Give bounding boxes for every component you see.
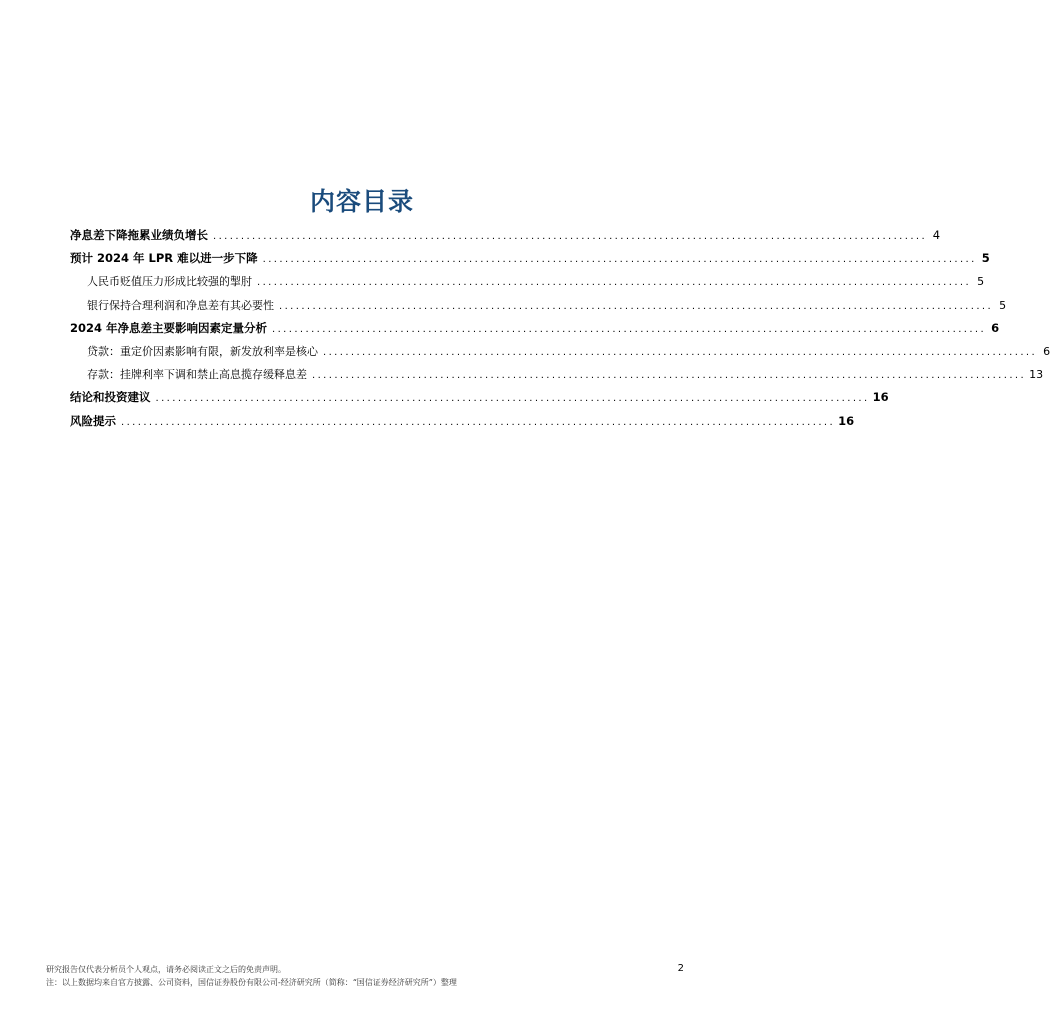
toc-entry-label: 银行保持合理利润和净息差有其必要性 — [87, 298, 274, 312]
toc-leader-dots: ................................................................................................................................ — [262, 254, 977, 266]
page-number: 2 — [677, 963, 684, 974]
disclaimer-note: 研究报告仅代表分析员个人观点，请务必阅读正文之后的免责声明。 — [46, 965, 286, 974]
toc-leader-dots: ................................................................................................................................ — [155, 393, 870, 405]
toc-leader-dots: ................................................................................................................................ — [257, 277, 972, 289]
toc-entry-label: 2024 年净息差主要影响因素定量分析 — [70, 320, 268, 335]
toc-title: 内容目录 — [309, 187, 414, 216]
toc-entry-page: 4 — [932, 228, 941, 242]
toc-entry[interactable] — [70, 363, 1044, 386]
toc-entry-label: 净息差下降拖累业绩负增长 — [70, 228, 208, 242]
toc-entry-page: 5 — [981, 251, 990, 266]
toc-entry-page: 5 — [977, 275, 985, 289]
toc-entry-page: 6 — [1043, 344, 1050, 358]
toc-entry-page: 5 — [999, 298, 1007, 312]
toc-entry-label: 人民币贬值压力形成比较强的掣肘 — [87, 275, 252, 289]
toc-entry-page: 6 — [991, 320, 1000, 335]
toc-entry-label: 风险提示 — [70, 413, 116, 428]
toc-entry-page: 16 — [872, 390, 889, 405]
toc-leader-dots: ................................................................................................................................ — [312, 370, 1027, 382]
toc-entry-label: 结论和投资建议 — [70, 390, 151, 405]
toc-leader-dots: ................................................................................................................................ — [213, 231, 928, 242]
toc-entry[interactable] — [70, 294, 1007, 317]
toc-entry-label: 贷款：重定价因素影响有限，新发放利率是核心 — [87, 344, 318, 358]
toc-entry[interactable] — [70, 386, 889, 409]
toc-entry[interactable] — [70, 224, 941, 247]
table-of-contents — [70, 224, 1050, 433]
toc-entry-page: 13 — [1029, 368, 1044, 382]
toc-entry[interactable] — [70, 410, 855, 433]
toc-entry[interactable] — [70, 317, 1000, 340]
toc-leader-dots: ................................................................................................................................ — [121, 416, 836, 428]
page-footer — [46, 964, 566, 989]
toc-entry-label: 预计 2024 年 LPR 难以进一步下降 — [70, 251, 258, 266]
toc-leader-dots: ................................................................................................................................ — [272, 323, 987, 335]
toc-leader-dots: ................................................................................................................................ — [279, 300, 994, 312]
toc-entry-page: 16 — [838, 413, 855, 428]
toc-entry[interactable] — [70, 247, 990, 270]
toc-entry-label: 存款：挂牌利率下调和禁止高息揽存缓释息差 — [87, 368, 307, 382]
toc-leader-dots: ................................................................................................................................ — [323, 346, 1038, 358]
toc-entry[interactable] — [70, 340, 1050, 363]
toc-entry[interactable] — [70, 270, 985, 293]
data-source-note: 注：以上数据均来自官方披露、公司资料，国信证券股份有限公司-经济研究所（简称：“国信证券经济研究所”）整理 — [46, 977, 457, 987]
